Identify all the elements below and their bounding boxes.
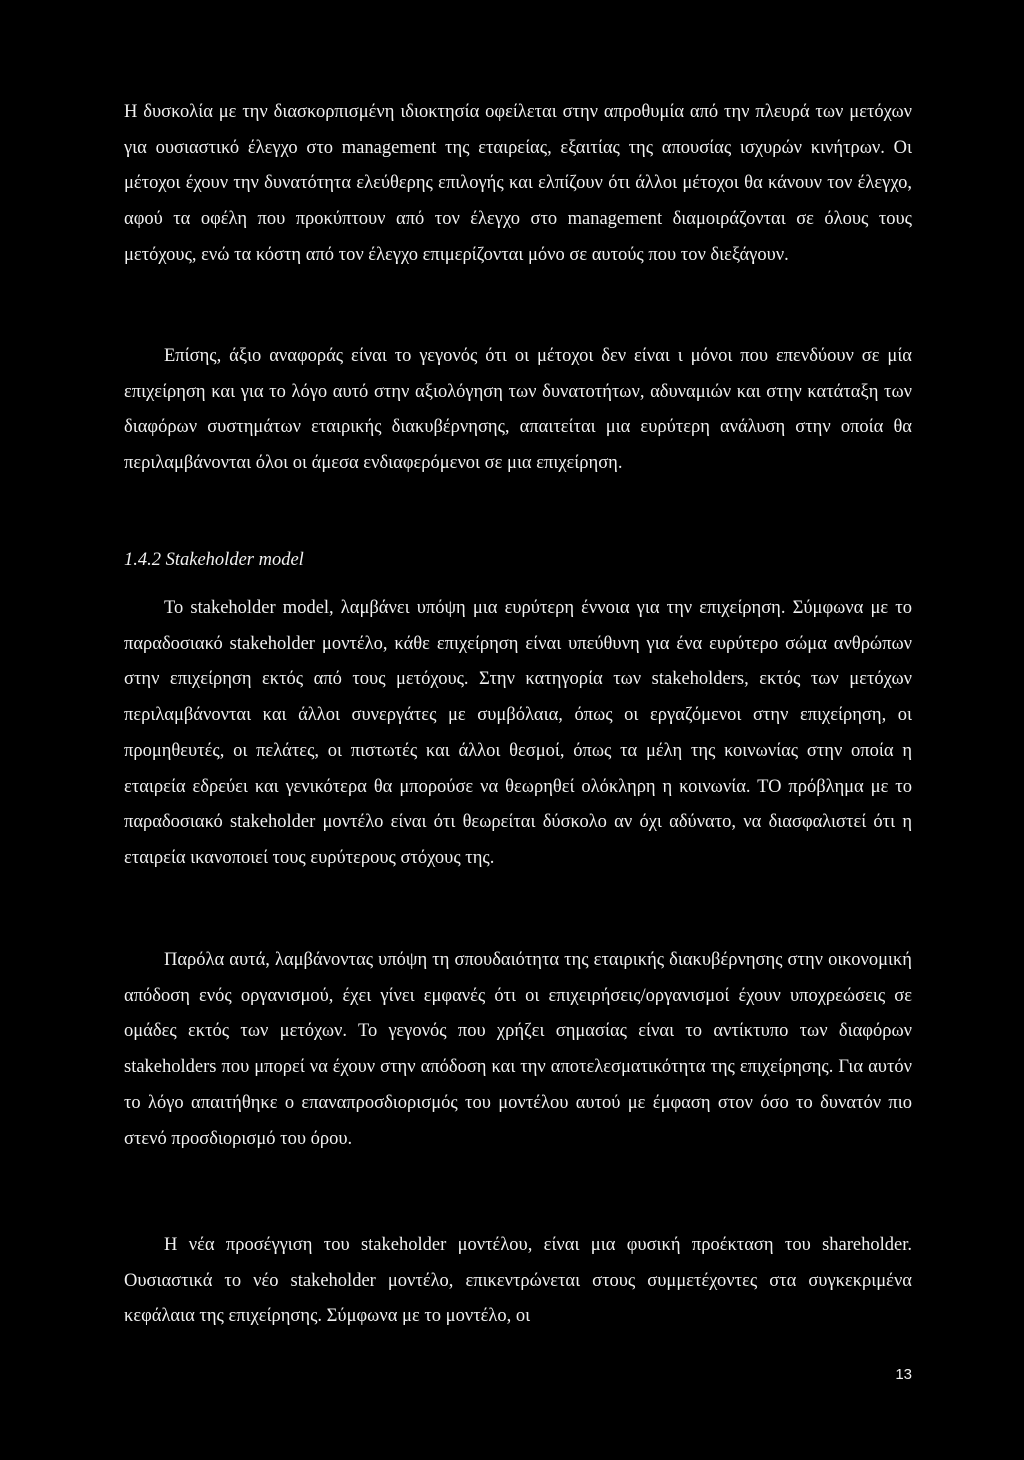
paragraph-stakeholder-model: Το stakeholder model, λαμβάνει υπόψη μια ευρύτερη έννοια για την επιχείρηση. Σύμφωνα με το παραδοσιακό stakeholder μοντέλο, κάθε επιχείρηση είναι υπεύθυνη για ένα ευρύτερο σώμα ανθρώπων στην επιχείρηση εκτός από τους μετόχους. Στην κατηγορία των stakeholders, εκτός των μετόχων περιλαμβάνονται και άλλοι συνεργάτες με συμβόλαια, όπως οι εργαζόμενοι στην επιχείρηση, οι προμηθευτές, οι πελάτες, οι πιστωτές και άλλοι θεσμοί, όπως τα μέλη της κοινωνίας στην οποία η εταιρεία εδρεύει και γενικότερα θα μπορούσε να θεωρηθεί ολόκληρη η κοινωνία. ΤΟ πρόβλημα με το παραδοσιακό stakeholder μοντέλο είναι ότι θεωρείται δύσκολο αν όχι αδύνατο, να διασφαλιστεί ότι η εταιρεία ικανοποιεί τους ευρύτερους στόχους της. (124, 598, 912, 868)
section-heading: 1.4.2 Stakeholder model (124, 550, 304, 570)
paragraph-other-investors: Επίσης, άξιο αναφοράς είναι το γεγονός ότι οι μέτοχοι δεν είναι ι μόνοι που επενδύουν σε μία επιχείρηση και για το λόγο αυτό στην αξιολόγηση των δυνατοτήτων, αδυναμιών και στην κατάταξη των διαφόρων συστημάτων εταιρικής διακυβέρνησης, απαιτείται μια ευρύτερη ανάλυση στην οποία θα περιλαμβάνονται όλοι οι άμεσα ενδιαφερόμενοι σε μια επιχείρηση. (124, 346, 912, 474)
paragraph-new-approach: Η νέα προσέγγιση του stakeholder μοντέλου, είναι μια φυσική προέκταση του shareholder. Ουσιαστικά το νέο stakeholder μοντέλο, επικεντρώνεται στους συμμετέχοντες στα συγκεκριμένα κεφάλαια της επιχείρησης. Σύμφωνα με το μοντέλο, οι (124, 1235, 912, 1327)
paragraph-dispersed-ownership: Η δυσκολία με την διασκορπισμένη ιδιοκτησία οφείλεται στην απροθυμία από την πλευρά των μετόχων για ουσιαστικό έλεγχο στο management της εταιρείας, εξαιτίας της απουσίας ισχυρών κινήτρων. Οι μέτοχοι έχουν την δυνατότητα ελεύθερης επιλογής και ελπίζουν ότι άλλοι μέτοχοι θα κάνουν τον έλεγχο, αφού τα οφέλη που προκύπτουν από τον έλεγχο στο management διαμοιράζονται σε όλους τους μετόχους, ενώ τα κόστη από τον έλεγχο επιμερίζονται μόνο σε αυτούς που τον διεξάγουν. (124, 102, 912, 265)
paragraph-corporate-governance: Παρόλα αυτά, λαμβάνοντας υπόψη τη σπουδαιότητα της εταιρικής διακυβέρνησης στην οικονομική απόδοση ενός οργανισμού, έχει γίνει εμφανές ότι οι επιχειρήσεις/οργανισμοί έχουν υποχρεώσεις σε ομάδες εκτός των μετόχων. Το γεγονός που χρήζει σημασίας είναι το αντίκτυπο των διαφόρων stakeholders που μπορεί να έχουν στην απόδοση και την αποτελεσματικότητα της επιχείρησης. Για αυτόν το λόγο απαιτήθηκε ο επαναπροσδιορισμός του μοντέλου αυτού με έμφαση στον όσο το δυνατόν πιο στενό προσδιορισμό του όρου. (124, 950, 912, 1149)
page-number: 13 (895, 1366, 912, 1383)
